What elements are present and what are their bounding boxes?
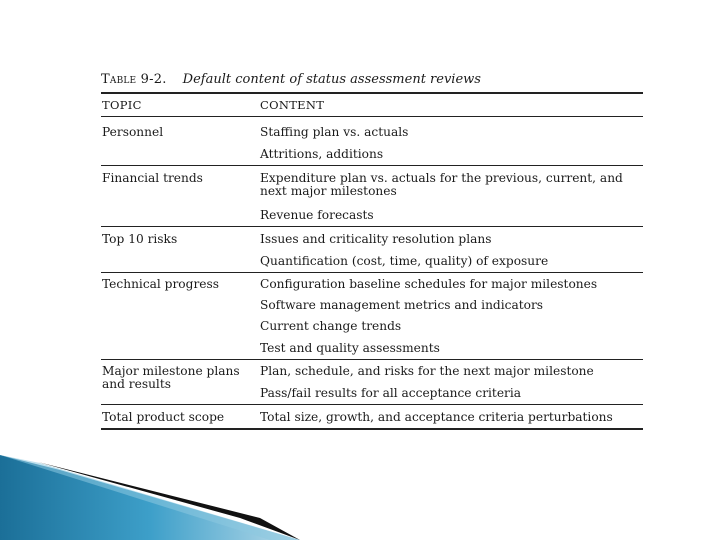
row-content-item: Revenue forecasts bbox=[260, 208, 374, 222]
row-content-item: Expenditure plan vs. actuals for the previous, current, and next major milestones bbox=[260, 171, 623, 198]
row-topic: Major milestone plans and results bbox=[102, 364, 240, 391]
row-content-item: Attritions, additions bbox=[260, 147, 384, 161]
row-content-item: Total size, growth, and acceptance criteria perturbations bbox=[260, 410, 613, 424]
row-content-item: Current change trends bbox=[260, 319, 402, 333]
table-caption: Default content of status assessment reviews bbox=[182, 72, 481, 87]
header-topic: TOPIC bbox=[102, 98, 142, 112]
row-content-item: Software management metrics and indicators bbox=[260, 298, 544, 312]
row-topic: Personnel bbox=[102, 125, 164, 139]
table-number: Table 9-2. bbox=[101, 72, 167, 87]
row-content-item: Configuration baseline schedules for major milestones bbox=[260, 277, 598, 291]
row-topic: Total product scope bbox=[102, 410, 225, 424]
row-topic: Financial trends bbox=[102, 171, 203, 185]
row-content-item: Issues and criticality resolution plans bbox=[260, 232, 492, 246]
row-content-item: Pass/fail results for all acceptance criteria bbox=[260, 386, 522, 400]
row-content-item: Test and quality assessments bbox=[260, 341, 440, 355]
row-topic: Top 10 risks bbox=[102, 232, 178, 246]
row-content-item: Staffing plan vs. actuals bbox=[260, 125, 409, 139]
row-content-item: Quantification (cost, time, quality) of exposure bbox=[260, 254, 549, 268]
row-topic: Technical progress bbox=[102, 277, 219, 291]
row-content-item: Plan, schedule, and risks for the next major milestone bbox=[260, 364, 594, 378]
header-content: CONTENT bbox=[260, 98, 325, 112]
